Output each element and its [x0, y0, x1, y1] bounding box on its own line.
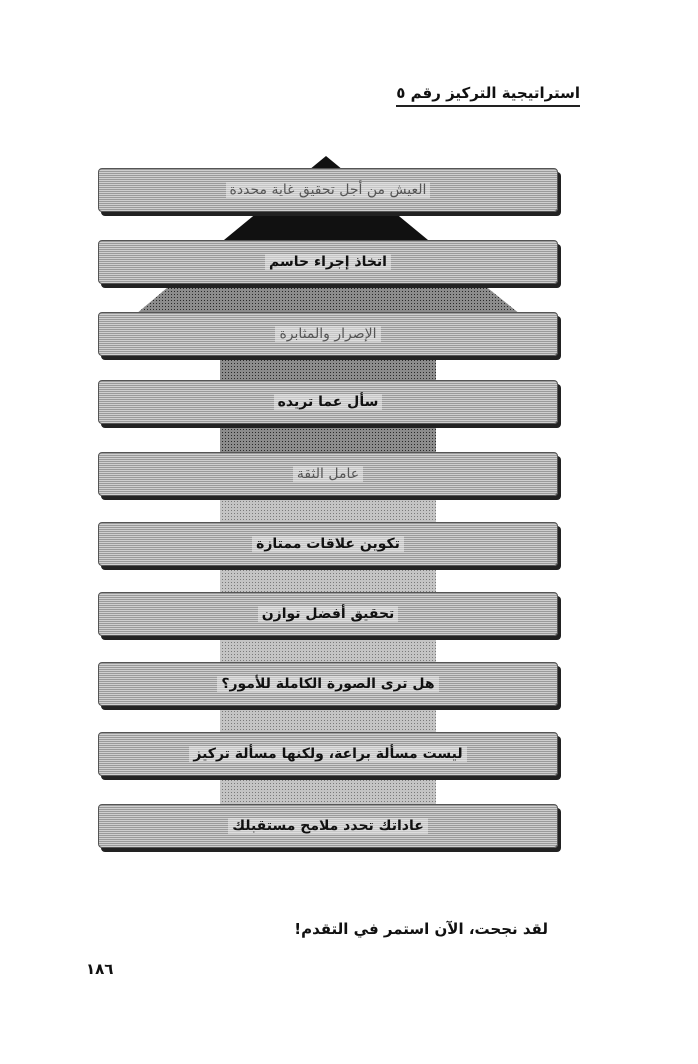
page-number: ١٨٦ [86, 960, 114, 978]
step-label-6: تكوين علاقات ممتازة [252, 536, 404, 552]
step-label-4: سأل عما تريده [274, 394, 383, 410]
step-bar-7 [98, 592, 558, 636]
step-bar-1 [98, 168, 558, 212]
step-bar-9 [98, 732, 558, 776]
step-bar-3 [98, 312, 558, 356]
step-label-5: عامل الثقة [293, 466, 363, 482]
step-bar-2 [98, 240, 558, 284]
page-header: استراتيجية التركيز رقم ٥ [396, 84, 580, 107]
step-bar-6 [98, 522, 558, 566]
step-label-10: عاداتك تحدد ملامح مستقبلك [228, 818, 428, 834]
step-label-1: العيش من أجل تحقيق غاية محددة [226, 182, 431, 198]
step-label-8: هل ترى الصورة الكاملة للأمور؟ [217, 676, 438, 692]
step-bar-8 [98, 662, 558, 706]
step-bar-10 [98, 804, 558, 848]
step-label-2: اتخاذ إجراء حاسم [265, 254, 391, 270]
step-bar-5 [98, 452, 558, 496]
step-label-7: تحقيق أفضل توازن [258, 606, 399, 622]
footer-text: لقد نجحت، الآن استمر في التقدم! [294, 920, 548, 938]
step-label-3: الإصرار والمثابرة [275, 326, 380, 342]
step-bar-4 [98, 380, 558, 424]
step-label-9: ليست مسألة براعة، ولكنها مسألة تركيز [189, 746, 466, 762]
